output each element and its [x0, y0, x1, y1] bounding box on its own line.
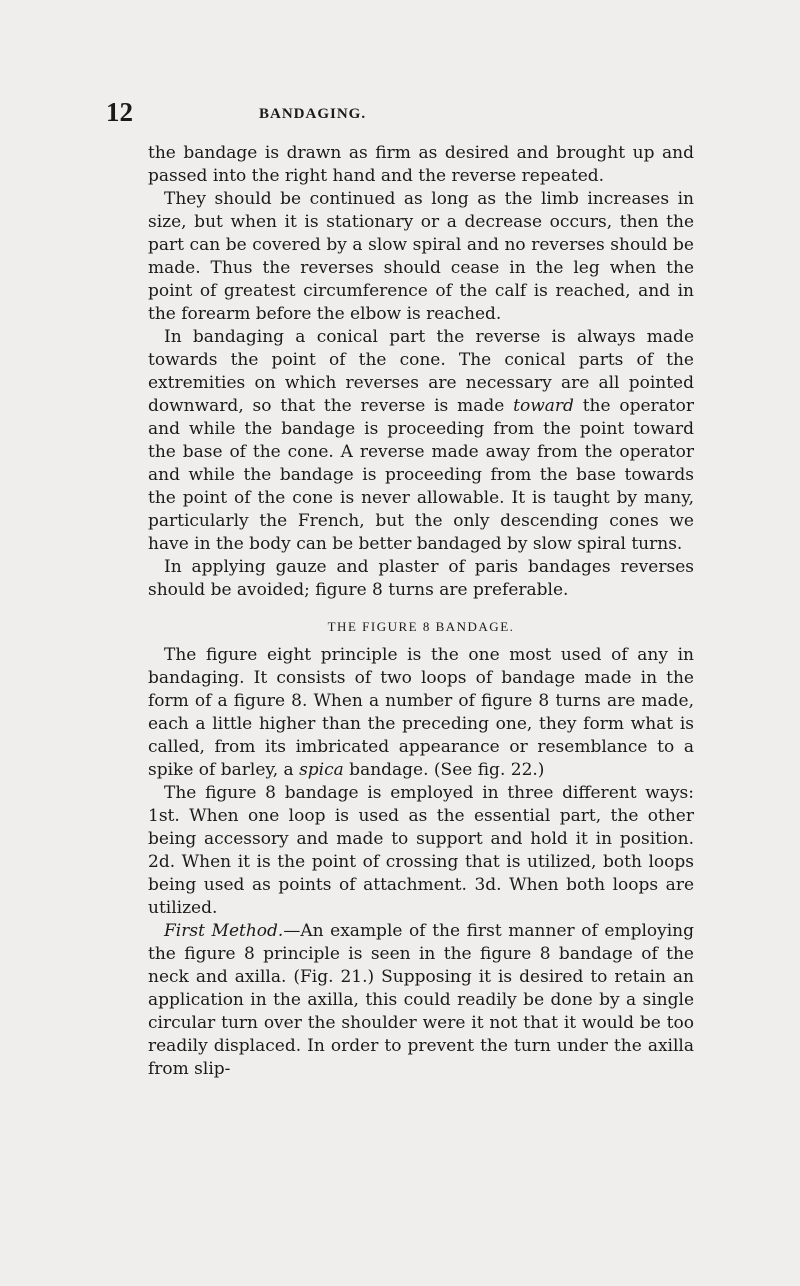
paragraph: [148, 644, 694, 782]
emphasis-text: First Method.: [164, 921, 284, 941]
paragraph: They should be continued as long as the limb increases in size, but when it is stationary or a decrease occurs, then the part can be covered by a slow spiral and no reverses should be made. Thus the reverses should cease in the leg when the point of greatest circumference of the calf is reached, and in the forearm before the elbow is reached.: [148, 189, 694, 324]
page-header: [106, 96, 686, 128]
paragraph: the bandage is drawn as firm as desired and brought up and passed into the right hand and the reverse repeated.: [148, 143, 694, 186]
paragraph: [148, 326, 694, 556]
paragraph-text: The figure eight principle is the one most used of any in bandaging. It consists of two loops of bandage made in the form of a figure 8. When a number of figure 8 turns are made, each a little higher than the preceding one, they form what is called, from its imbricated appearance or resemblance to a spike of barley, a: [148, 645, 694, 780]
paragraph: In applying gauze and plaster of paris bandages reverses should be avoided; figure 8 turns are preferable.: [148, 557, 694, 600]
emphasis-text: toward: [513, 396, 574, 416]
paragraph-text: —An example of the first manner of employing the figure 8 principle is seen in the figure 8 bandage of the neck and axilla. (Fig. 21.) Supposing it is desired to retain an application in the axilla, this could readily be done by a single circular turn over the shoulder were it not that it would be too readily displaced. In order to prevent the turn under the axilla from slip-: [148, 921, 695, 1079]
emphasis-text: spica: [299, 760, 344, 780]
paragraph: The figure 8 bandage is employed in three different ways: 1st. When one loop is used as the essential part, the other being accessory and made to support and hold it in position. 2d. When it is the point of crossing that is utilized, both loops being used as points of attachment. 3d. When both loops are utilized.: [148, 783, 694, 918]
paragraph: [148, 920, 694, 1081]
page-number: 12: [106, 97, 133, 127]
running-head: BANDAGING.: [259, 106, 367, 122]
page-body: [148, 142, 694, 1081]
paragraph-text: bandage. (See fig. 22.): [343, 760, 545, 780]
paragraph-text: In bandaging a conical part the reverse is always made towards the point of the cone. The conical parts of the extremities on which reverses are necessary are all pointed downward, so that the reverse is made: [148, 327, 694, 416]
paragraph-text: the operator and while the bandage is proceeding from the point toward the base of the cone. A reverse made away from the operator and while the bandage is proceeding from the base towards the point of the cone is never allowable. It is taught by many, particularly the French, but the only descending cones we have in the body can be better bandaged by slow spiral turns.: [148, 396, 695, 554]
section-heading: THE FIGURE 8 BANDAGE.: [327, 619, 515, 634]
